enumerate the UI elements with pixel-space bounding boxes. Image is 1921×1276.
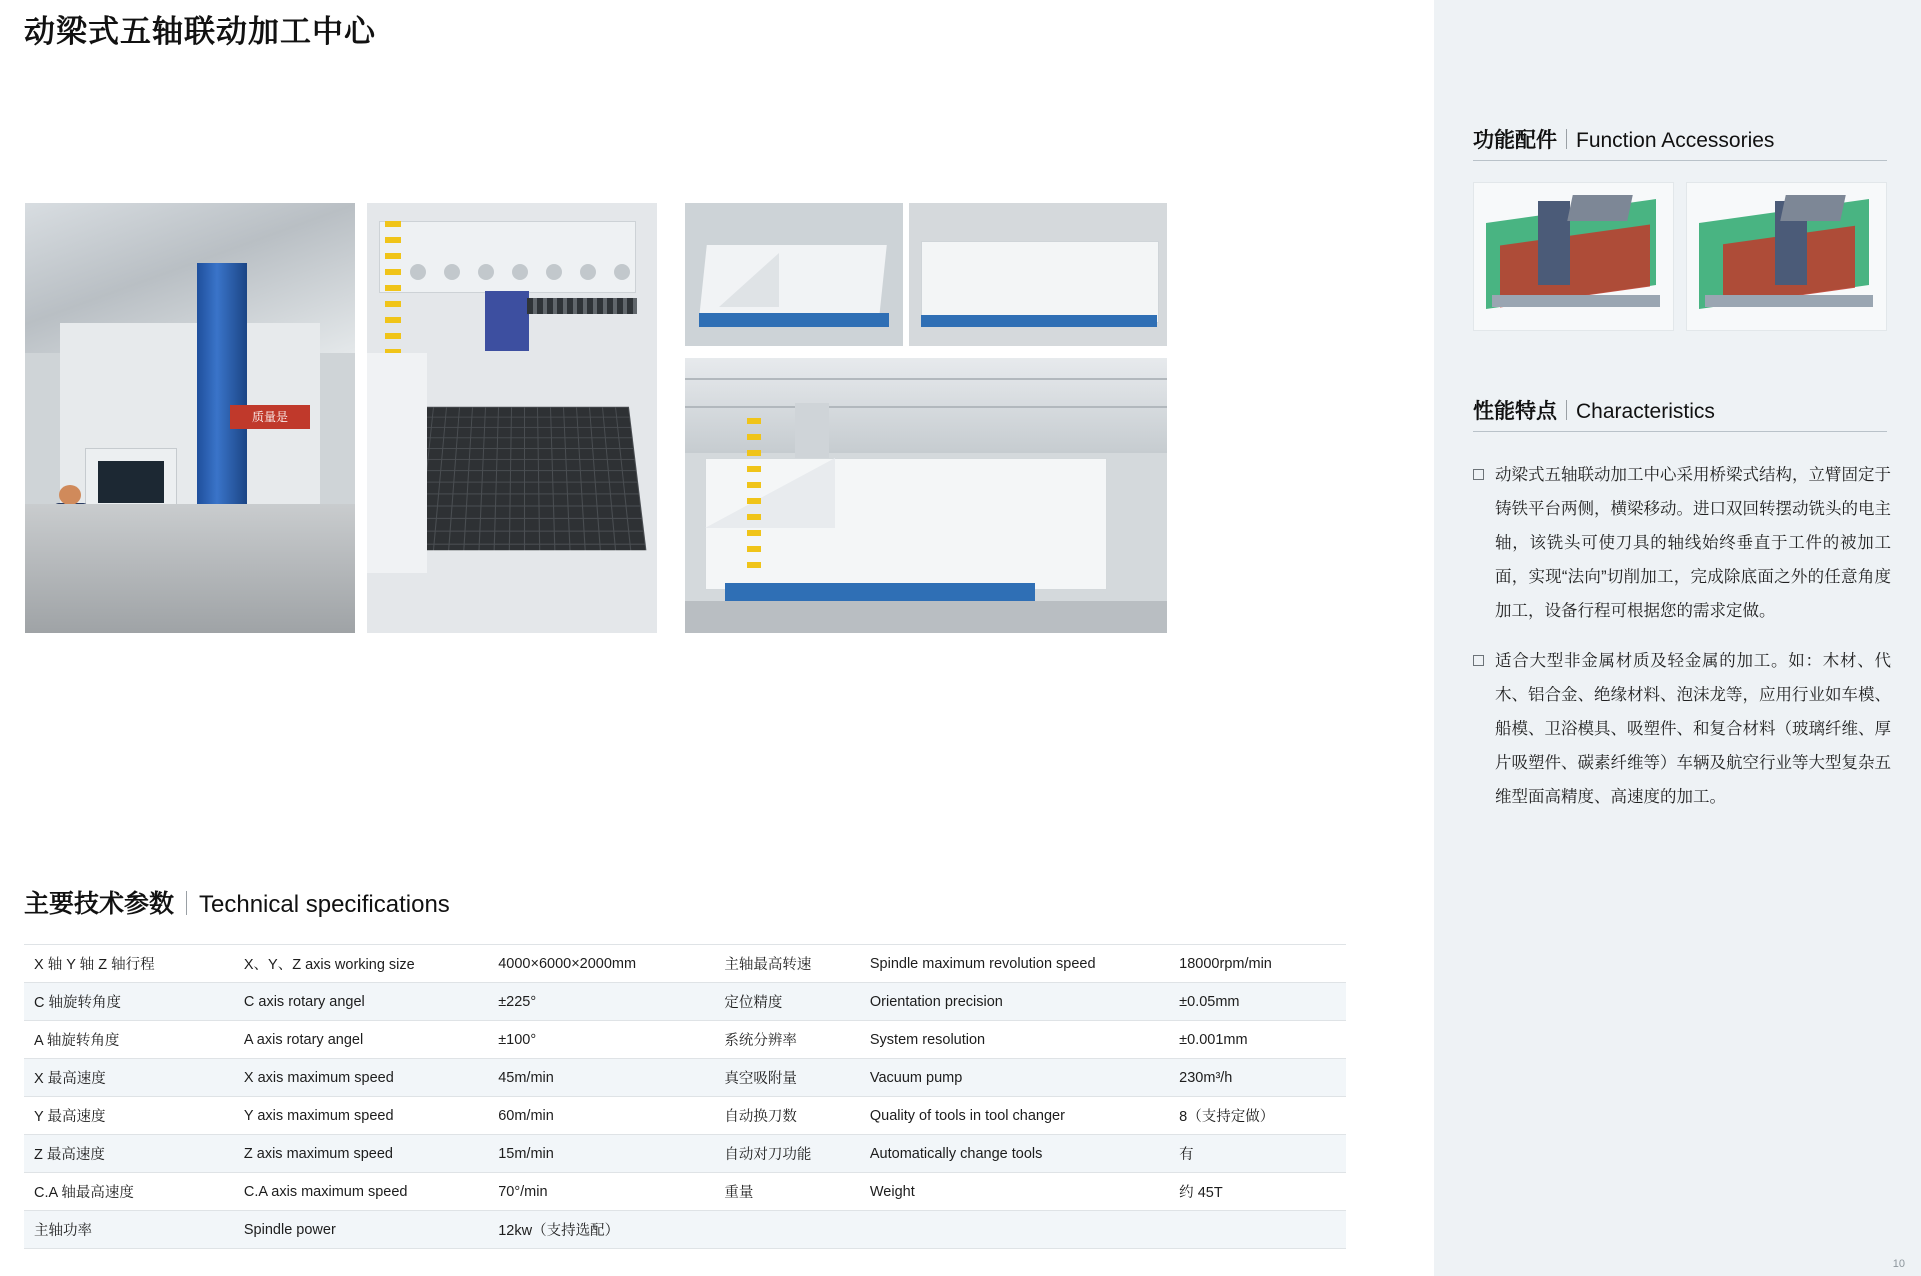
cell-param2-en: Spindle maximum revolution speed (860, 945, 1169, 983)
cell-param2-cn: 自动对刀功能 (714, 1135, 860, 1173)
cell-value2 (1169, 1211, 1346, 1249)
table-row (24, 1097, 1346, 1135)
page-number: 10 (1892, 1258, 1905, 1270)
cell-value: ±225° (488, 983, 714, 1021)
cell-value: 15m/min (488, 1135, 714, 1173)
cell-param-en: X axis maximum speed (234, 1059, 488, 1097)
cell-value2: 约 45T (1169, 1173, 1346, 1211)
table-row (24, 1021, 1346, 1059)
table-row (24, 1211, 1346, 1249)
cell-param-en: Z axis maximum speed (234, 1135, 488, 1173)
cell-value2: ±0.05mm (1169, 983, 1346, 1021)
cell-param2-en: Quality of tools in tool changer (860, 1097, 1169, 1135)
list-item (1473, 458, 1891, 628)
cell-param-cn: 主轴功率 (24, 1211, 234, 1249)
cell-value2: ±0.001mm (1169, 1021, 1346, 1059)
cell-param-cn: Y 最高速度 (24, 1097, 234, 1135)
square-bullet-icon (1473, 469, 1484, 480)
accessories-heading-en: Function Accessories (1576, 129, 1775, 152)
photo-truss-1 (685, 378, 1167, 380)
cell-param2-en: Orientation precision (860, 983, 1169, 1021)
photo-cable-chain (527, 298, 637, 314)
cell-value: 4000×6000×2000mm (488, 945, 714, 983)
cell-param-cn: C.A 轴最高速度 (24, 1173, 234, 1211)
cell-value2: 230m³/h (1169, 1059, 1346, 1097)
cell-param2-cn: 真空吸附量 (714, 1059, 860, 1097)
list-item (1473, 644, 1891, 814)
cell-value2: 18000rpm/min (1169, 945, 1346, 983)
photo-crossbeam (379, 221, 636, 293)
render-machine-enclosure-right (1686, 182, 1887, 331)
cell-param-en: C axis rotary angel (234, 983, 488, 1021)
cell-param2-en (860, 1211, 1169, 1249)
cell-param2-en: System resolution (860, 1021, 1169, 1059)
characteristics-heading (1473, 395, 1715, 425)
cell-param-cn: X 轴 Y 轴 Z 轴行程 (24, 945, 234, 983)
cell-value2: 有 (1169, 1135, 1346, 1173)
accessories-heading (1473, 124, 1774, 154)
render-base (1705, 295, 1873, 307)
render-machine-enclosure-left (1473, 182, 1674, 331)
accessories-render-row (1473, 182, 1887, 329)
cell-param2-en: Weight (860, 1173, 1169, 1211)
cell-param-cn: Z 最高速度 (24, 1135, 234, 1173)
characteristics-rule (1473, 431, 1887, 432)
photo-side-panel (367, 353, 427, 573)
characteristics-heading-divider (1566, 400, 1567, 420)
cell-param2-cn (714, 1211, 860, 1249)
cell-value: 60m/min (488, 1097, 714, 1135)
spec-heading (24, 884, 450, 920)
photo-table-grid (403, 407, 647, 551)
photo-yellow-ladder (747, 418, 761, 568)
table-row (24, 1059, 1346, 1097)
cell-param-en: Y axis maximum speed (234, 1097, 488, 1135)
render-column (1538, 201, 1570, 285)
spec-heading-divider (186, 891, 187, 915)
cell-param-en: Spindle power (234, 1211, 488, 1249)
cell-param2-cn: 主轴最高转速 (714, 945, 860, 983)
cell-param2-cn: 自动换刀数 (714, 1097, 860, 1135)
cell-value: 12kw（支持选配） (488, 1211, 714, 1249)
cell-param-en: X、Y、Z axis working size (234, 945, 488, 983)
spec-heading-en: Technical specifications (199, 891, 450, 918)
accessories-rule (1473, 160, 1887, 161)
technical-specifications-table (24, 944, 1346, 1249)
photo-machine-frame (685, 203, 903, 346)
photo-banner-text: 质量是 (230, 405, 310, 429)
characteristics-heading-en: Characteristics (1576, 400, 1715, 423)
list-item-text: 适合大型非金属材质及轻金属的加工。如：木材、代木、铝合金、绝缘材料、泡沫龙等，应用行业如车模、船模、卫浴模具、吸塑件、和复合材料（玻璃纤维、厚片吸塑件、碳素纤维等）车辆及航空行业等大型复杂五维型面高精度、高速度的加工。 (1495, 652, 1891, 806)
photo-blue-base (725, 583, 1035, 601)
cell-param2-en: Automatically change tools (860, 1135, 1169, 1173)
square-bullet-icon (1473, 655, 1484, 666)
table-row (24, 945, 1346, 983)
list-item-text: 动梁式五轴联动加工中心采用桥梁式结构，立臂固定于铸铁平台两侧，横梁移动。进口双回转摆动铣头的电主轴，该铣头可使刀具的轴线始终垂直于工件的被加工面，实现“法向”切削加工，完成除底面之外的任意角度加工，设备行程可根据您的需求定做。 (1495, 466, 1891, 620)
photo-ground (685, 601, 1167, 633)
photo-gallery (25, 203, 1142, 633)
cell-value: 70°/min (488, 1173, 714, 1211)
cell-param2-cn: 系统分辨率 (714, 1021, 860, 1059)
table-row (24, 1135, 1346, 1173)
cell-param-en: C.A axis maximum speed (234, 1173, 488, 1211)
photo-truss-2 (685, 406, 1167, 408)
render-beam (1780, 195, 1846, 221)
photo-frame-slant (719, 253, 779, 307)
cell-param-cn: A 轴旋转角度 (24, 1021, 234, 1059)
cell-param-en: A axis rotary angel (234, 1021, 488, 1059)
table-row (24, 983, 1346, 1021)
render-beam (1567, 195, 1633, 221)
cell-value: 45m/min (488, 1059, 714, 1097)
photo-enclosure-small (909, 203, 1167, 346)
photo-console-screen (98, 461, 164, 503)
characteristics-list (1473, 458, 1891, 830)
cell-param-cn: X 最高速度 (24, 1059, 234, 1097)
cell-value: ±100° (488, 1021, 714, 1059)
table-row (24, 1173, 1346, 1211)
photo-beam-holes (410, 264, 630, 280)
render-base (1492, 295, 1660, 307)
cell-param2-cn: 重量 (714, 1173, 860, 1211)
accessories-heading-cn: 功能配件 (1473, 129, 1557, 152)
photo-enclosure-blue-base (921, 315, 1157, 327)
characteristics-heading-cn: 性能特点 (1473, 400, 1557, 423)
accessories-heading-divider (1566, 129, 1567, 149)
photo-enclosure-slant (705, 458, 835, 528)
photo-frame-blue-base (699, 313, 889, 327)
photo-enclosure-body (921, 241, 1159, 323)
page-title: 动梁式五轴联动加工中心 (24, 14, 376, 49)
photo-floor (25, 504, 355, 633)
cell-value2: 8（支持定做） (1169, 1097, 1346, 1135)
spec-heading-cn: 主要技术参数 (24, 890, 175, 918)
photo-spindle-head (485, 291, 529, 351)
photo-enclosure-large (685, 358, 1167, 633)
cell-param2-en: Vacuum pump (860, 1059, 1169, 1097)
photo-vacuum-table (403, 407, 647, 551)
photo-workshop-blue-gantry (25, 203, 355, 633)
photo-gantry-worktable (367, 203, 657, 633)
cell-param-cn: C 轴旋转角度 (24, 983, 234, 1021)
cell-param2-cn: 定位精度 (714, 983, 860, 1021)
sidebar (1434, 0, 1921, 1276)
